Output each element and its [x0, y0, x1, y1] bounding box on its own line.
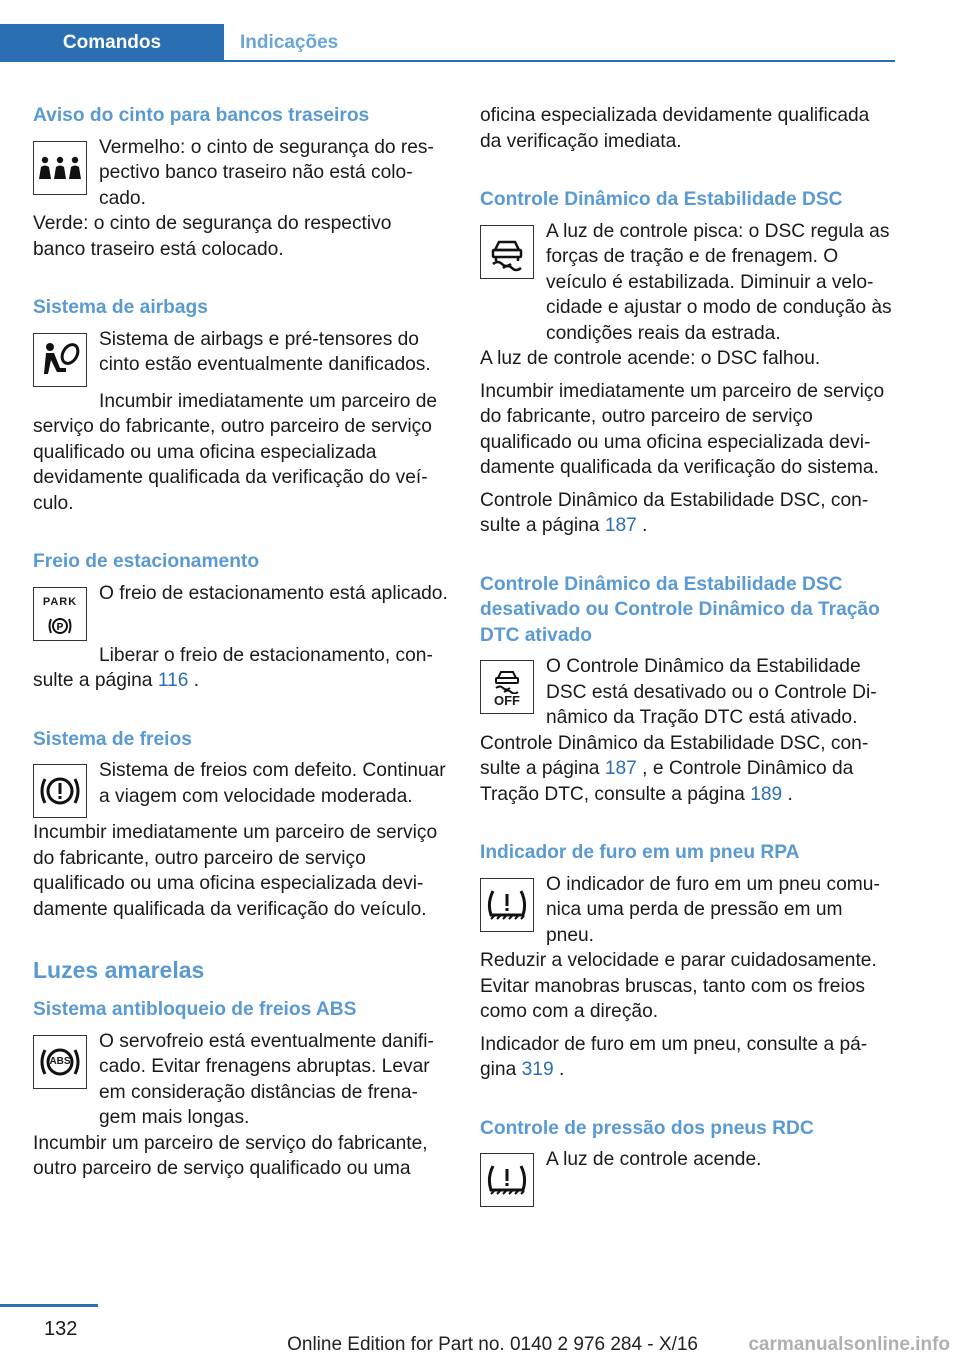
- park-label: PARK: [42, 595, 78, 608]
- edition-text: Online Edition for Part no. 0140 2 976 284 - X/16: [287, 1334, 698, 1355]
- icon-row: [33, 135, 448, 212]
- paragraph: Controle Dinâmico da Estabilidade DSC, consulte a página 187 , e Controle Dinâmico da Tração DTC, consulte a página 189 .: [480, 732, 869, 805]
- paragraph: oficina especializada devidamente qualificada da verificação imediata.: [480, 105, 870, 152]
- tab-comandos[interactable]: Comandos: [0, 24, 224, 62]
- paragraph: Reduzir a velocidade e parar cuidadosamente. Evitar manobras bruscas, tanto com os freios como com a direção.: [480, 950, 877, 1022]
- icon-description: A luz de controle acende.: [546, 1149, 762, 1170]
- section-title: Controle Dinâmico da Estabilidade DSC desativado ou Controle Dinâmico da Tração DTC ativado: [480, 573, 880, 646]
- off-label: OFF: [494, 692, 520, 708]
- icon-description: Vermelho: o cinto de segurança do respectivo banco traseiro não está colocado.: [99, 136, 434, 209]
- paragraph: A luz de controle acende: o DSC falhou.: [480, 348, 821, 369]
- icon-description: A luz de controle pisca: o DSC regula as forças de tração e de frenagem. O veículo é estabilizada. Diminuir a velocidade e ajustar o modo de condução às condições reais da estrada.: [546, 220, 892, 344]
- icon-row: [480, 219, 895, 347]
- rear-seatbelt-icon: [33, 141, 87, 195]
- icon-row: [480, 654, 895, 731]
- icon-description: O freio de estacionamento está aplicado.: [99, 582, 448, 604]
- right-column: [480, 103, 895, 1209]
- section-title: Indicador de furo em um pneu RPA: [480, 842, 800, 863]
- big-heading: Luzes amarelas: [33, 957, 205, 983]
- tab-indicacoes[interactable]: Indicações: [240, 32, 339, 53]
- page-link[interactable]: 187: [604, 515, 637, 536]
- paragraph: Verde: o cinto de segurança do respectivo banco traseiro está colocado.: [33, 213, 392, 260]
- abs-label: ABS: [49, 1055, 71, 1067]
- tire-pressure-icon: [480, 1153, 534, 1207]
- dsc-icon: [480, 225, 534, 279]
- icon-description: O servofreio está eventualmente danificado. Evitar frenagens abruptas. Levar em consideração distâncias de frenagem mais longas.: [99, 1030, 434, 1128]
- page-link[interactable]: 319: [521, 1059, 554, 1080]
- paragraph: Incumbir imediatamente um parceiro de serviço do fabricante, outro parceiro de serviço qualificado ou uma oficina especializada devidamente qualificada da verificação do sistema.: [480, 380, 885, 478]
- icon-row: [33, 758, 448, 820]
- icon-description: Sistema de freios com defeito. Continuar a viagem com velocidade moderada.: [99, 760, 446, 807]
- paragraph: Liberar o freio de estacionamento, consulte a página 116 .: [33, 644, 433, 691]
- airbag-icon: [33, 333, 87, 387]
- page-number: 132: [44, 1318, 78, 1340]
- section-title: Freio de estacionamento: [33, 551, 260, 572]
- icon-row: [480, 872, 895, 949]
- dsc-off-icon: [480, 660, 534, 714]
- section-title: Sistema antibloqueio de freios ABS: [33, 999, 357, 1020]
- page-link[interactable]: 116: [157, 670, 189, 691]
- icon-row: [480, 1147, 895, 1209]
- section-title: Controle Dinâmico da Estabilidade DSC: [480, 189, 843, 210]
- left-column: [33, 103, 448, 1189]
- section-title: Aviso do cinto para bancos traseiros: [33, 105, 370, 126]
- icon-row: [33, 1029, 448, 1131]
- paragraph: Incumbir imediatamente um parceiro de serviço do fabricante, outro parceiro de serviço qualificado ou uma oficina especializada devidamente qualificada da verificação do veículo.: [33, 390, 438, 514]
- paragraph: Incumbir um parceiro de serviço do fabricante, outro parceiro de serviço qualificado ou uma: [33, 1132, 428, 1179]
- footer-rule: [0, 1304, 98, 1307]
- paragraph: Indicador de furo em um pneu, consulte a página 319 .: [480, 1033, 868, 1080]
- header-tabs: [0, 24, 895, 62]
- section-title: Sistema de airbags: [33, 297, 208, 318]
- svg-text:P: P: [56, 622, 64, 634]
- paragraph: Incumbir imediatamente um parceiro de serviço do fabricante, outro parceiro de serviço qualificado ou uma oficina especializada devidamente qualificada da verificação do veículo.: [33, 822, 438, 920]
- paragraph: Controle Dinâmico da Estabilidade DSC, consulte a página 187 .: [480, 489, 869, 536]
- parking-brake-icon: [33, 587, 87, 641]
- icon-row: [33, 581, 448, 643]
- abs-icon: [33, 1035, 87, 1089]
- icon-description: O Controle Dinâmico da Estabilidade DSC está desativado ou o Controle Dinâmico da Tração DTC está ativado.: [546, 656, 877, 728]
- page-link[interactable]: 187: [604, 758, 637, 779]
- brake-system-icon: [33, 764, 87, 818]
- watermark: carmanualsonline.info: [748, 1334, 950, 1355]
- section-title: Sistema de freios: [33, 728, 192, 750]
- icon-description: O indicador de furo em um pneu comunica uma perda de pressão em um pneu.: [546, 873, 880, 946]
- tire-warning-icon: [480, 878, 534, 932]
- section-title: Controle de pressão dos pneus RDC: [480, 1117, 814, 1139]
- page-link[interactable]: 189: [750, 783, 783, 805]
- tab-underline: [224, 60, 895, 62]
- icon-description: Sistema de airbags e pré-tensores do cinto estão eventualmente danificados.: [99, 328, 431, 375]
- icon-row: [33, 327, 448, 389]
